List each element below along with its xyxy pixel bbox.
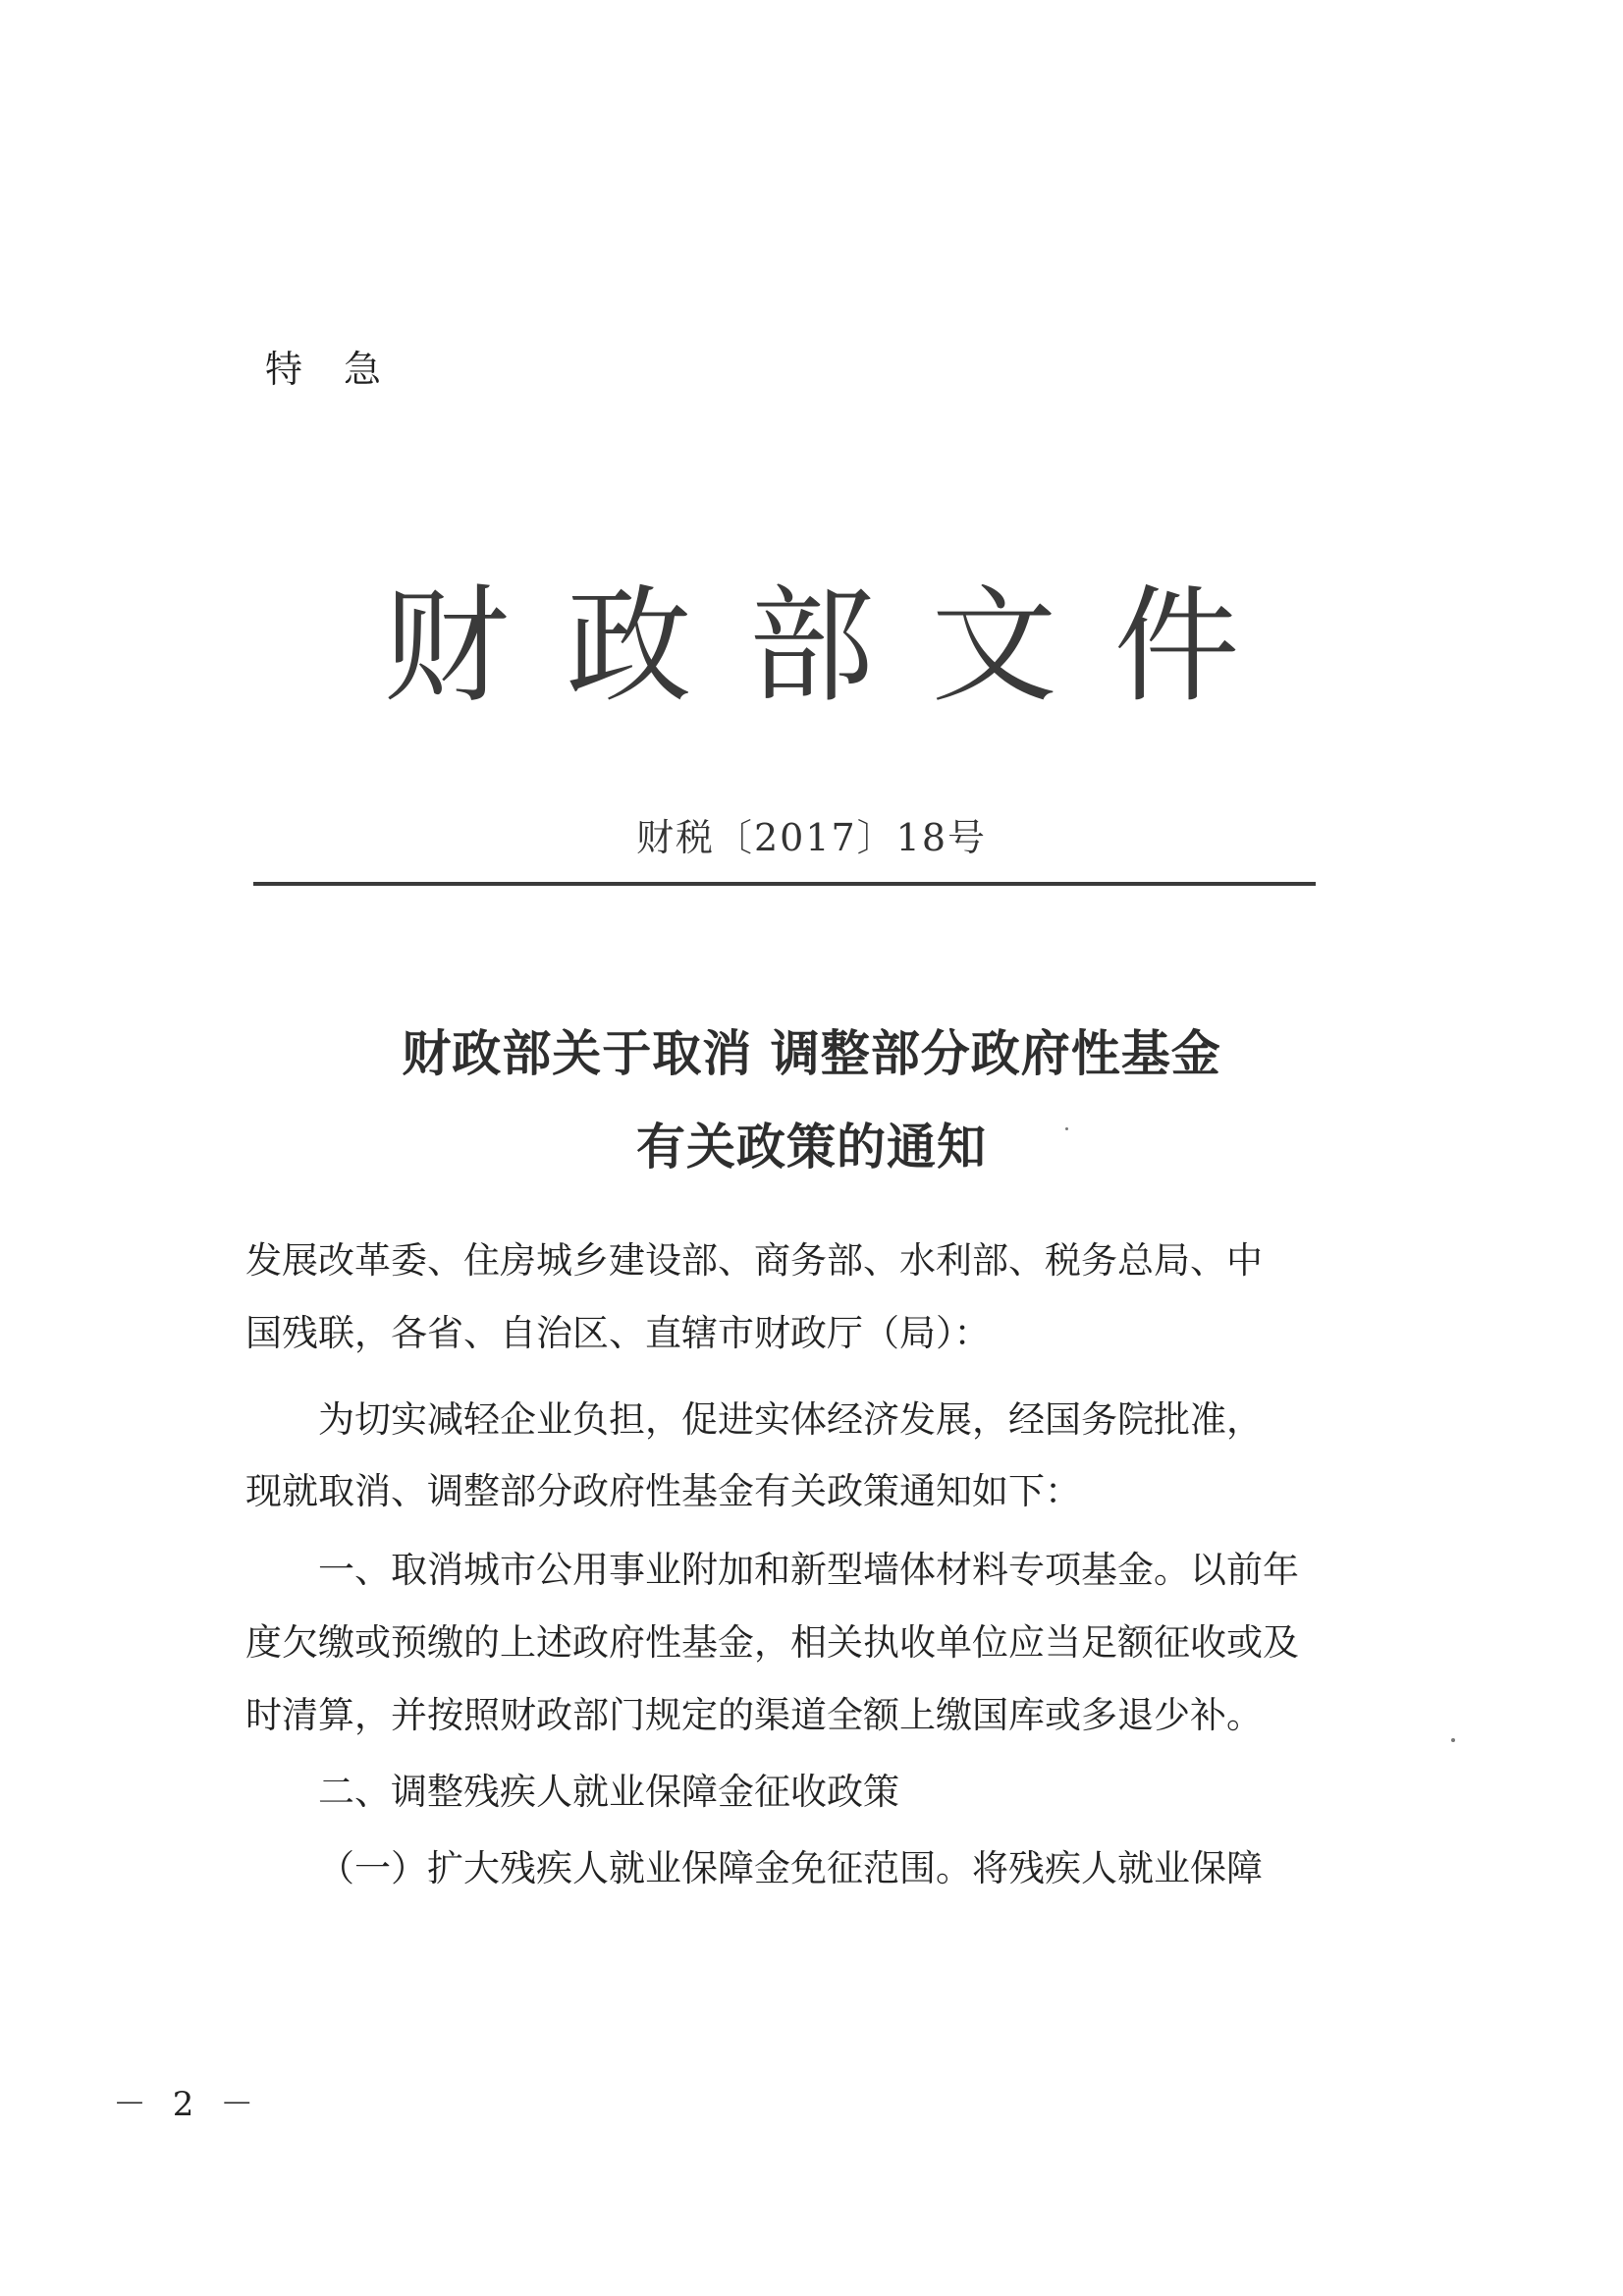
page-number: － 2 － <box>113 2085 262 2124</box>
intro-line-2: 现就取消、调整部分政府性基金有关政策通知如下： <box>245 1470 1081 1512</box>
recipients-line-2: 国残联，各省、自治区、直辖市财政厅（局）： <box>245 1312 991 1354</box>
item1-line-3: 时清算，并按照财政部门规定的渠道全额上缴国库或多退少补。 <box>245 1694 1263 1736</box>
intro-line-1: 为切实减轻企业负担，促进实体经济发展，经国务院批准， <box>318 1398 1263 1441</box>
scan-speck <box>1065 1127 1068 1130</box>
document-masthead: 财政部文件 <box>383 574 1297 720</box>
document-title-line-1: 财政部关于取消 调整部分政府性基金 <box>402 1024 1221 1082</box>
document-number: 财税〔2017〕18号 <box>635 816 988 859</box>
urgency-label: 特急 <box>265 348 423 391</box>
item2-heading: 二、调整残疾人就业保障金征收政策 <box>318 1771 899 1813</box>
recipients-line-1: 发展改革委、住房城乡建设部、商务部、水利部、税务总局、中 <box>245 1239 1263 1282</box>
item2-sub1-line-1: （一）扩大残疾人就业保障金免征范围。将残疾人就业保障 <box>318 1847 1263 1889</box>
scan-speck <box>1451 1738 1455 1742</box>
item1-line-2: 度欠缴或预缴的上述政府性基金，相关执收单位应当足额征收或及 <box>245 1621 1299 1664</box>
item1-line-1: 一、取消城市公用事业附加和新型墙体材料专项基金。以前年 <box>318 1549 1299 1591</box>
header-divider <box>253 882 1316 886</box>
document-title-line-2: 有关政策的通知 <box>636 1118 987 1175</box>
